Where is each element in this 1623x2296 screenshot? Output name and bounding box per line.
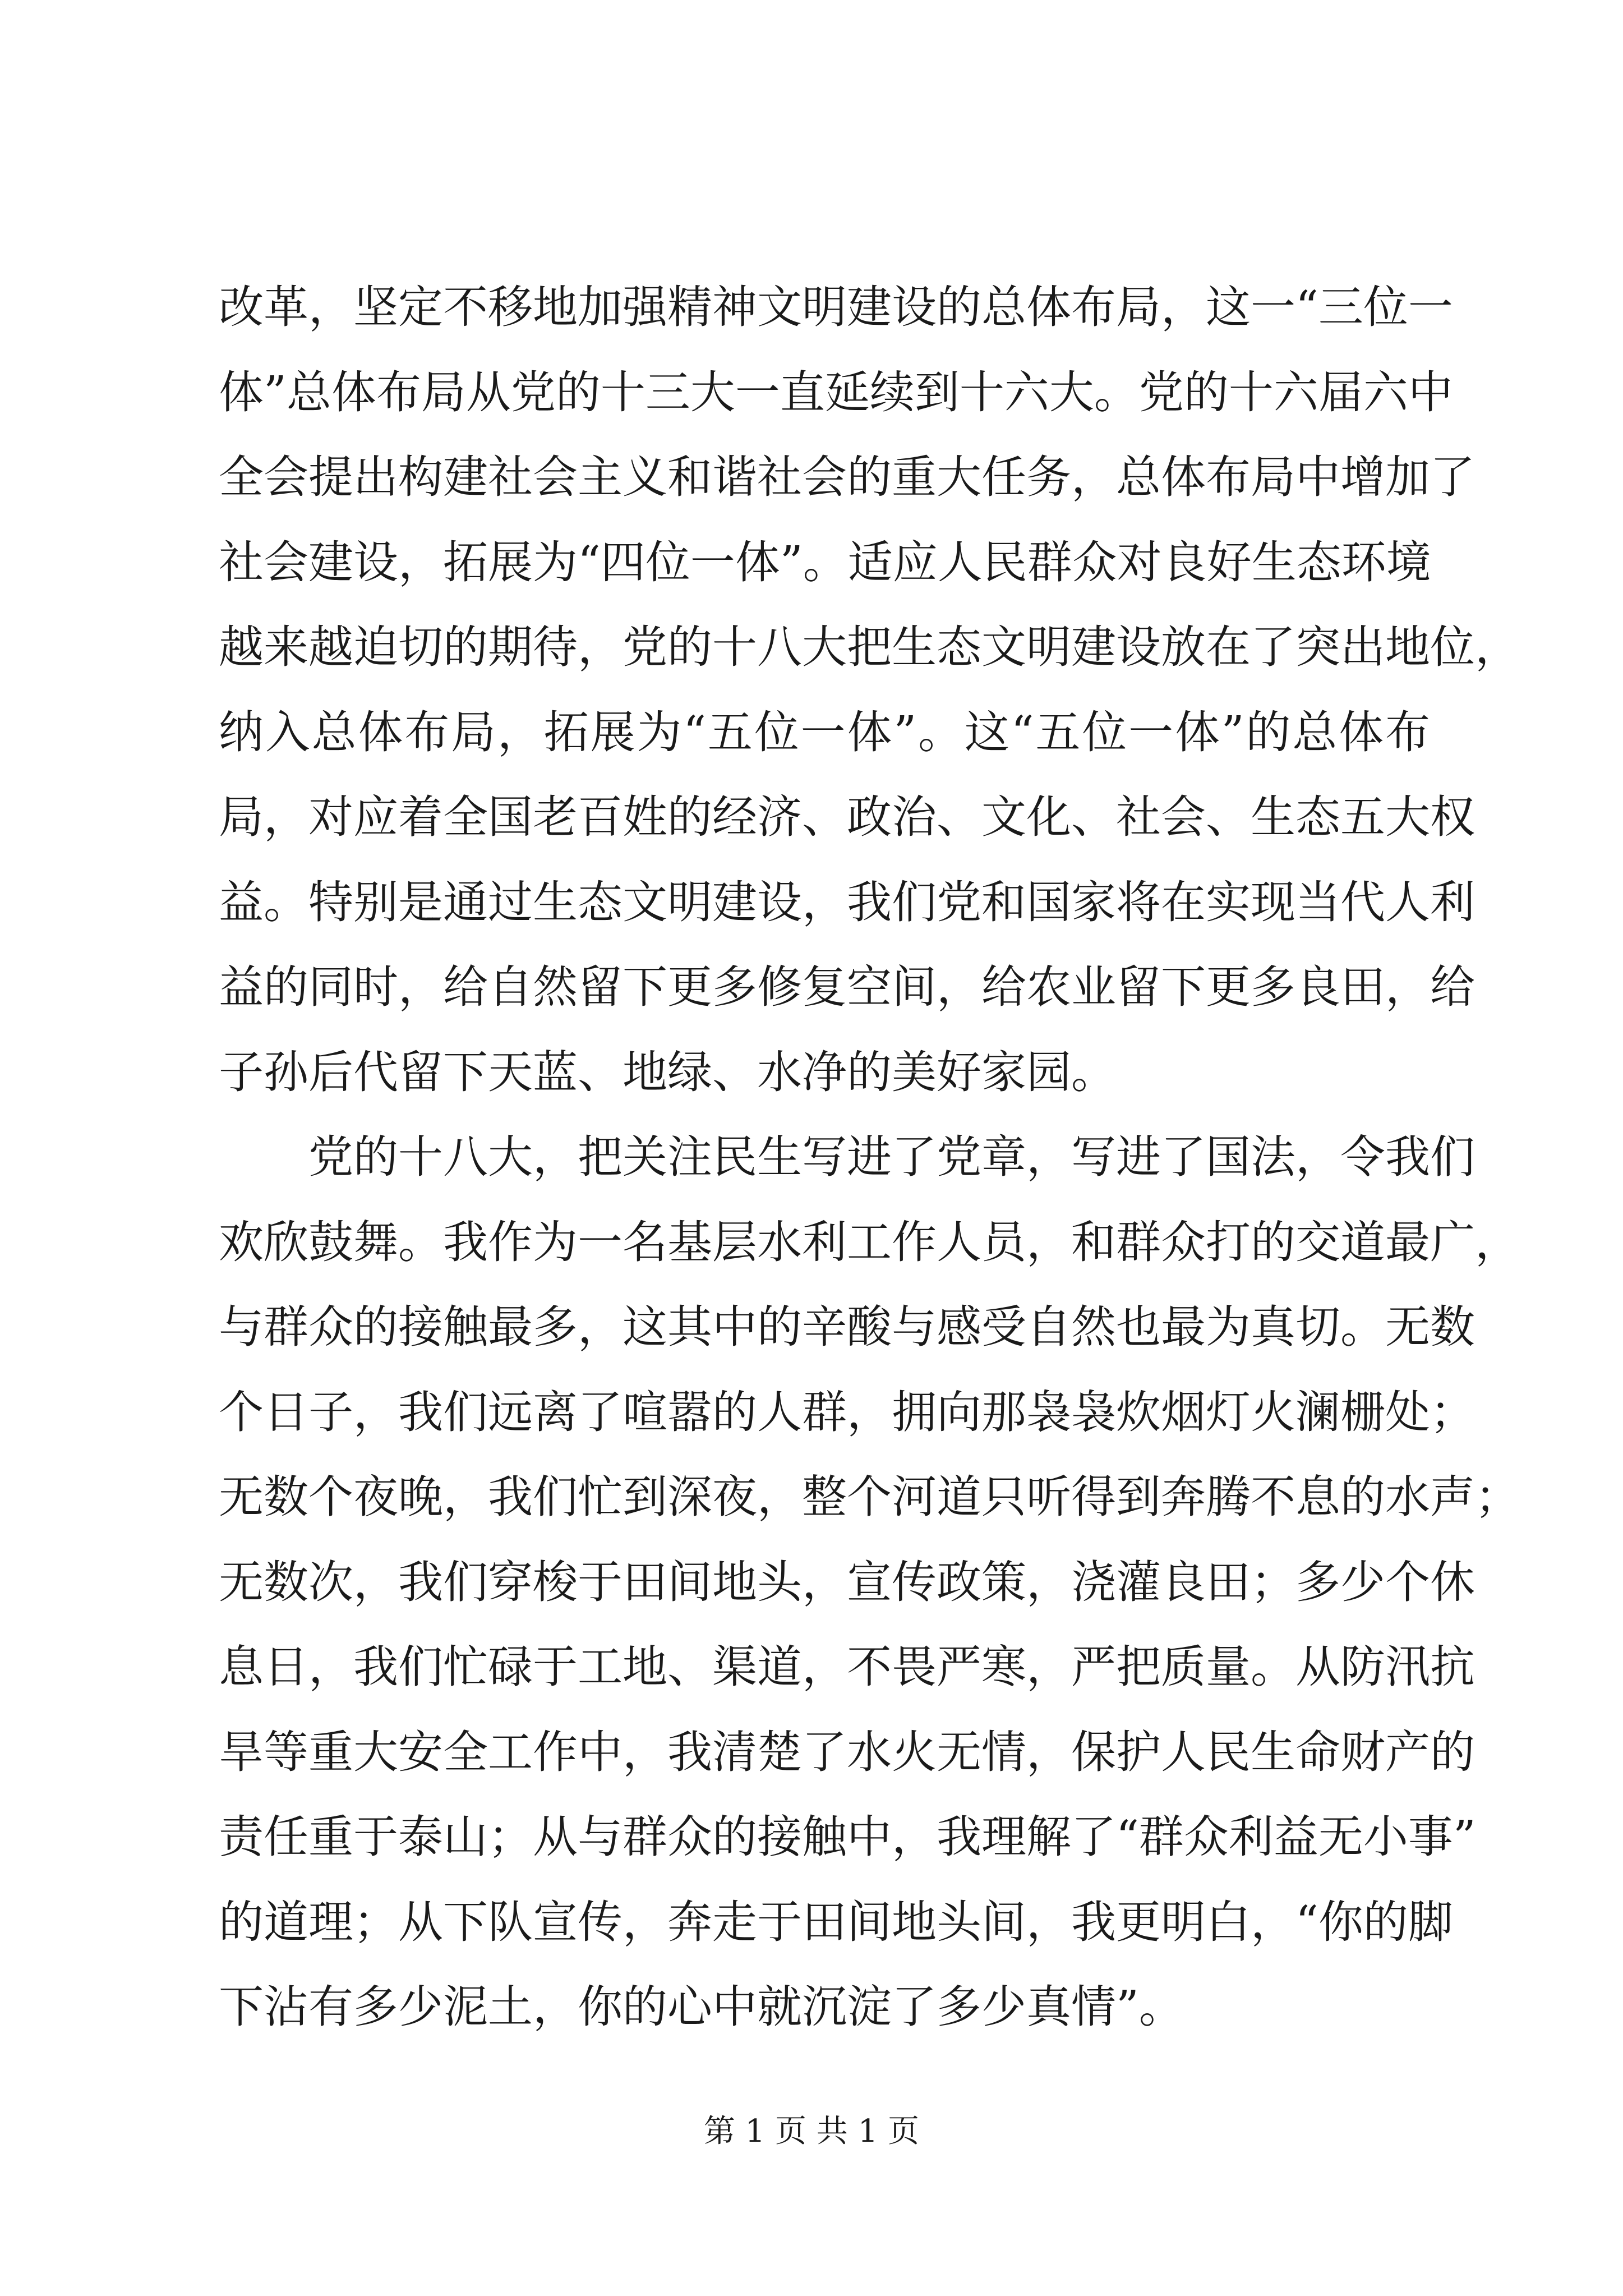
text-line: 下沾有多少泥土，你的心中就沉淀了多少真情”。: [219, 1981, 1184, 2033]
text-line: 党的十八大，把关注民生写进了党章，写进了国法，令我们: [308, 1131, 1475, 1183]
text-line: 个日子，我们远离了喧嚣的人群，拥向那袅袅炊烟灯火澜栅处；: [219, 1386, 1475, 1438]
text-line: 与群众的接触最多，这其中的辛酸与感受自然也最为真切。无数: [219, 1301, 1475, 1353]
body-text: [219, 265, 1520, 2050]
text-line: 的道理；从下队宣传，奔走于田间地头间，我更明白，“你的脚: [219, 1895, 1453, 1948]
text-line: 无数次，我们穿梭于田间地头，宣传政策，浇灌良田；多少个休: [219, 1556, 1475, 1608]
text-line: 益的同时，给自然留下更多修复空间，给农业留下更多良田，给: [219, 961, 1475, 1013]
text-line: 改革，坚定不移地加强精神文明建设的总体布局，这一“三位一: [219, 281, 1453, 333]
text-line: 旱等重大安全工作中，我清楚了水火无情，保护人民生命财产的: [219, 1726, 1475, 1778]
text-line: 越来越迫切的期待，党的十八大把生态文明建设放在了突出地位，: [219, 621, 1520, 673]
text-line: 全会提出构建社会主义和谐社会的重大任务，总体布局中增加了: [219, 451, 1475, 503]
text-line: 责任重于泰山；从与群众的接触中，我理解了“群众利益无小事”: [219, 1811, 1476, 1863]
text-line: 局，对应着全国老百姓的经济、政治、文化、社会、生态五大权: [219, 791, 1475, 843]
text-line: 益。特别是通过生态文明建设，我们党和国家将在实现当代人利: [219, 876, 1475, 928]
text-line: 社会建设，拓展为“四位一体”。适应人民群众对良好生态环境: [219, 536, 1431, 588]
text-line: 子孙后代留下天蓝、地绿、水净的美好家园。: [219, 1046, 1116, 1098]
text-line: 体”总体布局从党的十三大一直延续到十六大。党的十六届六中: [219, 366, 1453, 418]
text-line: 欢欣鼓舞。我作为一名基层水利工作人员，和群众打的交道最广，: [219, 1216, 1520, 1268]
text-line: 纳入总体布局，拓展为“五位一体”。这“五位一体”的总体布: [219, 706, 1430, 758]
page-number-footer: 第 1 页 共 1 页: [703, 2113, 920, 2150]
text-line: 无数个夜晚，我们忙到深夜，整个河道只听得到奔腾不息的水声；: [219, 1471, 1520, 1523]
text-line: 息日，我们忙碌于工地、渠道，不畏严寒，严把质量。从防汛抗: [219, 1641, 1475, 1693]
